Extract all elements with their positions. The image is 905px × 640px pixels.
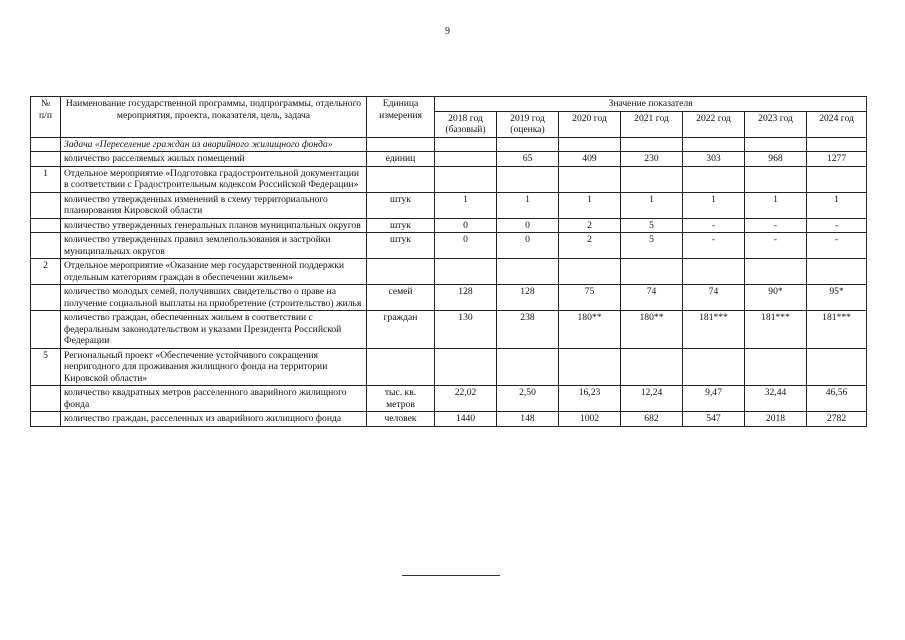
- row-value-cell: 1: [435, 192, 497, 218]
- row-value-cell: [621, 348, 683, 386]
- row-value-cell: 148: [497, 412, 559, 427]
- row-value-cell: 95*: [807, 285, 867, 311]
- header-num: № п/п: [31, 97, 61, 138]
- row-value-cell: 22,02: [435, 386, 497, 412]
- row-value-cell: 5: [621, 233, 683, 259]
- row-value-cell: 1: [683, 192, 745, 218]
- row-name-cell: количество молодых семей, получивших свидетельство о праве на получение социальной выплаты на приобретение (строительство) жилья: [61, 285, 367, 311]
- table-row: [31, 218, 867, 233]
- row-unit-cell: штук: [367, 218, 435, 233]
- row-number-cell: [31, 218, 61, 233]
- row-unit-cell: тыс. кв. метров: [367, 386, 435, 412]
- row-unit-cell: [367, 259, 435, 285]
- row-value-cell: 181***: [807, 311, 867, 349]
- row-value-cell: [683, 166, 745, 192]
- row-value-cell: [497, 348, 559, 386]
- row-value-cell: 75: [559, 285, 621, 311]
- row-name-cell: Задача «Переселение граждан из аварийного жилищного фонда»: [61, 137, 367, 152]
- row-value-cell: 1: [621, 192, 683, 218]
- table-row: [31, 348, 867, 386]
- row-value-cell: 181***: [745, 311, 807, 349]
- row-value-cell: [435, 348, 497, 386]
- row-unit-cell: [367, 166, 435, 192]
- row-unit-cell: штук: [367, 233, 435, 259]
- row-value-cell: 230: [621, 152, 683, 167]
- row-value-cell: 181***: [683, 311, 745, 349]
- row-value-cell: 0: [435, 218, 497, 233]
- row-value-cell: 2018: [745, 412, 807, 427]
- row-number-cell: [31, 233, 61, 259]
- row-value-cell: 1: [559, 192, 621, 218]
- row-value-cell: 409: [559, 152, 621, 167]
- row-value-cell: [621, 166, 683, 192]
- row-name-cell: Отдельное мероприятие «Подготовка градостроительной документации в соответствии с Градостроительным кодексом Российской Федерации»: [61, 166, 367, 192]
- table-row: [31, 285, 867, 311]
- row-value-cell: 0: [497, 233, 559, 259]
- row-number-cell: [31, 412, 61, 427]
- row-value-cell: [497, 259, 559, 285]
- row-value-cell: [807, 259, 867, 285]
- row-value-cell: [497, 166, 559, 192]
- row-value-cell: 90*: [745, 285, 807, 311]
- table-row: [31, 166, 867, 192]
- row-value-cell: [807, 166, 867, 192]
- header-year: 2023 год: [745, 111, 807, 137]
- row-value-cell: [745, 348, 807, 386]
- row-name-cell: количество граждан, расселенных из аварийного жилищного фонда: [61, 412, 367, 427]
- row-name-cell: количество расселяемых жилых помещений: [61, 152, 367, 167]
- footnote-divider: [402, 575, 500, 576]
- table-row: [31, 137, 867, 152]
- row-value-cell: 16,23: [559, 386, 621, 412]
- row-value-cell: 547: [683, 412, 745, 427]
- row-value-cell: [683, 137, 745, 152]
- row-value-cell: 968: [745, 152, 807, 167]
- row-unit-cell: человек: [367, 412, 435, 427]
- table-row: [31, 311, 867, 349]
- row-value-cell: [745, 259, 807, 285]
- row-value-cell: 130: [435, 311, 497, 349]
- row-value-cell: 12,24: [621, 386, 683, 412]
- page-number: 9: [445, 26, 450, 37]
- row-number-cell: [31, 285, 61, 311]
- row-value-cell: 303: [683, 152, 745, 167]
- header-values-title: Значение показателя: [435, 97, 867, 112]
- header-name: Наименование государственной программы, подпрограммы, отдельного мероприятия, проекта, показателя, цель, задача: [61, 97, 367, 138]
- row-value-cell: [435, 259, 497, 285]
- row-value-cell: 46,56: [807, 386, 867, 412]
- indicator-table: [30, 96, 867, 427]
- row-name-cell: количество утвержденных генеральных планов муниципальных округов: [61, 218, 367, 233]
- row-name-cell: Региональный проект «Обеспечение устойчивого сокращения непригодного для проживания жилищного фонда на территории Кировской области»: [61, 348, 367, 386]
- row-name-cell: количество граждан, обеспеченных жильем в соответствии с федеральным законодательством и указами Президента Российской Федерации: [61, 311, 367, 349]
- row-value-cell: 1440: [435, 412, 497, 427]
- header-row-1: [31, 97, 867, 112]
- header-year: 2018 год (базовый): [435, 111, 497, 137]
- row-value-cell: [621, 137, 683, 152]
- row-value-cell: [807, 137, 867, 152]
- row-value-cell: [621, 259, 683, 285]
- row-value-cell: -: [683, 218, 745, 233]
- row-value-cell: 5: [621, 218, 683, 233]
- table-row: [31, 412, 867, 427]
- row-value-cell: 1: [497, 192, 559, 218]
- row-name-cell: Отдельное мероприятие «Оказание мер государственной поддержки отдельным категориям граждан в обеспечении жильем»: [61, 259, 367, 285]
- row-unit-cell: единиц: [367, 152, 435, 167]
- row-value-cell: 682: [621, 412, 683, 427]
- row-value-cell: [559, 137, 621, 152]
- row-value-cell: 9,47: [683, 386, 745, 412]
- row-value-cell: [807, 348, 867, 386]
- row-value-cell: 74: [621, 285, 683, 311]
- row-value-cell: -: [745, 218, 807, 233]
- row-value-cell: 2: [559, 233, 621, 259]
- row-unit-cell: граждан: [367, 311, 435, 349]
- row-unit-cell: [367, 137, 435, 152]
- header-year: 2020 год: [559, 111, 621, 137]
- table-row: [31, 259, 867, 285]
- row-value-cell: 1: [807, 192, 867, 218]
- row-value-cell: 180**: [621, 311, 683, 349]
- row-value-cell: 0: [435, 233, 497, 259]
- row-value-cell: -: [807, 218, 867, 233]
- row-value-cell: 65: [497, 152, 559, 167]
- row-value-cell: [683, 259, 745, 285]
- row-value-cell: 128: [497, 285, 559, 311]
- row-value-cell: 74: [683, 285, 745, 311]
- row-value-cell: -: [683, 233, 745, 259]
- header-unit: Единица измерения: [367, 97, 435, 138]
- row-number-cell: [31, 386, 61, 412]
- row-value-cell: 1277: [807, 152, 867, 167]
- row-number-cell: 1: [31, 166, 61, 192]
- row-value-cell: 180**: [559, 311, 621, 349]
- header-year: 2021 год: [621, 111, 683, 137]
- row-unit-cell: [367, 348, 435, 386]
- row-value-cell: 128: [435, 285, 497, 311]
- row-name-cell: количество утвержденных изменений в схему территориального планирования Кировской области: [61, 192, 367, 218]
- header-year: 2022 год: [683, 111, 745, 137]
- row-value-cell: -: [807, 233, 867, 259]
- row-value-cell: 2: [559, 218, 621, 233]
- row-value-cell: [435, 137, 497, 152]
- row-number-cell: [31, 311, 61, 349]
- row-value-cell: -: [745, 233, 807, 259]
- row-number-cell: 2: [31, 259, 61, 285]
- row-value-cell: [435, 152, 497, 167]
- row-value-cell: 1: [745, 192, 807, 218]
- row-number-cell: [31, 192, 61, 218]
- row-value-cell: [435, 166, 497, 192]
- row-value-cell: [559, 166, 621, 192]
- header-year: 2024 год: [807, 111, 867, 137]
- row-value-cell: [745, 137, 807, 152]
- row-unit-cell: штук: [367, 192, 435, 218]
- row-value-cell: [683, 348, 745, 386]
- row-value-cell: [745, 166, 807, 192]
- row-value-cell: [559, 259, 621, 285]
- row-value-cell: 2,50: [497, 386, 559, 412]
- row-value-cell: [497, 137, 559, 152]
- table-row: [31, 233, 867, 259]
- row-value-cell: 0: [497, 218, 559, 233]
- row-name-cell: количество квадратных метров расселенного аварийного жилищного фонда: [61, 386, 367, 412]
- header-year: 2019 год (оценка): [497, 111, 559, 137]
- table-row: [31, 192, 867, 218]
- row-number-cell: [31, 152, 61, 167]
- row-name-cell: количество утвержденных правил землепользования и застройки муниципальных округов: [61, 233, 367, 259]
- table-row: [31, 152, 867, 167]
- row-number-cell: 5: [31, 348, 61, 386]
- row-value-cell: [559, 348, 621, 386]
- row-value-cell: 238: [497, 311, 559, 349]
- table-row: [31, 386, 867, 412]
- row-value-cell: 1002: [559, 412, 621, 427]
- row-number-cell: [31, 137, 61, 152]
- row-value-cell: 32,44: [745, 386, 807, 412]
- row-unit-cell: семей: [367, 285, 435, 311]
- row-value-cell: 2782: [807, 412, 867, 427]
